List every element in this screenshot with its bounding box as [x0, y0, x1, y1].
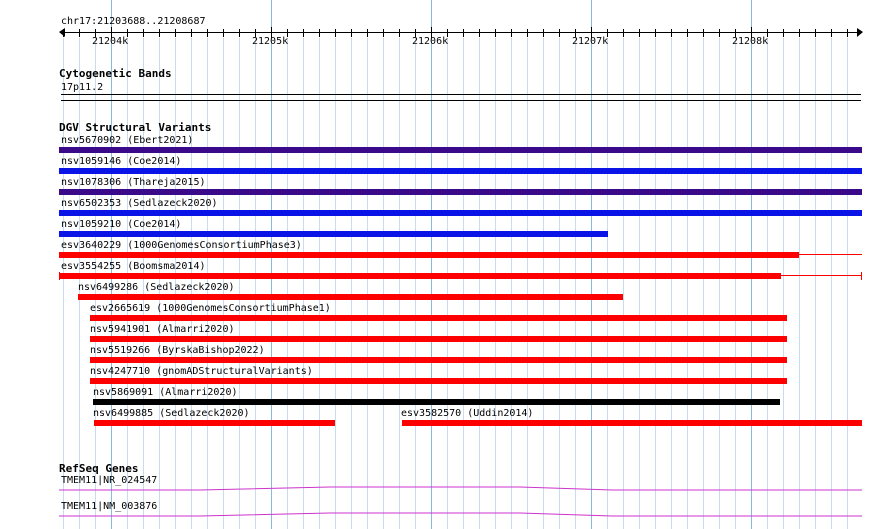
- ruler-minor-tick: [847, 29, 848, 37]
- ruler-minor-tick: [79, 29, 80, 37]
- ruler-minor-tick: [719, 29, 720, 37]
- ruler-minor-tick: [335, 29, 336, 37]
- cytoband-line-top: [61, 94, 861, 95]
- ruler-left-arrow: [59, 28, 65, 37]
- cytobands-track-title[interactable]: Cytogenetic Bands: [59, 67, 172, 80]
- variant-label-nsv1059146[interactable]: nsv1059146 (Coe2014): [61, 156, 182, 167]
- variant-bar-esv3640229[interactable]: [59, 252, 799, 258]
- variant-label-nsv5869091[interactable]: nsv5869091 (Almarri2020): [93, 387, 238, 398]
- gene-label-1[interactable]: TMEM11|NM_003876: [61, 501, 158, 512]
- gene-transcript-line[interactable]: [59, 513, 862, 516]
- ruler-minor-tick: [527, 29, 528, 37]
- ruler-minor-tick: [543, 29, 544, 37]
- ruler-minor-tick: [703, 29, 704, 37]
- gene-label-0[interactable]: TMEM11|NR_024547: [61, 475, 158, 486]
- ruler-minor-tick: [623, 29, 624, 37]
- ruler-minor-tick: [191, 29, 192, 37]
- dgv-track-title[interactable]: DGV Structural Variants: [59, 121, 212, 134]
- ruler-minor-tick: [63, 29, 64, 37]
- variant-label-nsv4247710[interactable]: nsv4247710 (gnomADStructuralVariants): [90, 366, 313, 377]
- ruler-minor-tick: [639, 29, 640, 37]
- ruler-minor-tick: [303, 29, 304, 37]
- ruler-minor-tick: [559, 29, 560, 37]
- variant-extent-cap-esv3554255: [861, 272, 862, 280]
- variant-label-nsv5670902[interactable]: nsv5670902 (Ebert2021): [61, 135, 194, 146]
- variant-label-esv2665619[interactable]: esv2665619 (1000GenomesConsortiumPhase1): [90, 303, 331, 314]
- variant-bar-nsv1059146[interactable]: [59, 168, 862, 174]
- variant-label-nsv1059210[interactable]: nsv1059210 (Coe2014): [61, 219, 182, 230]
- locus-label: chr17:21203688..21208687: [61, 16, 206, 27]
- ruler-minor-tick: [511, 29, 512, 37]
- ruler-axis: [61, 32, 861, 33]
- ruler-minor-tick: [351, 29, 352, 37]
- ruler-tick-label: 21204k: [92, 36, 129, 47]
- ruler-minor-tick: [479, 29, 480, 37]
- variant-label-nsv6499885[interactable]: nsv6499885 (Sedlazeck2020): [93, 408, 250, 419]
- variant-bar-esv2665619[interactable]: [90, 315, 787, 321]
- ruler-tick-label: 21205k: [252, 36, 289, 47]
- ruler-minor-tick: [783, 29, 784, 37]
- refseq-track-title[interactable]: RefSeq Genes: [59, 462, 139, 475]
- gene-transcript-line[interactable]: [59, 487, 862, 490]
- ruler-minor-tick: [687, 29, 688, 37]
- variant-label-esv3640229[interactable]: esv3640229 (1000GenomesConsortiumPhase3): [61, 240, 302, 251]
- ruler-minor-tick: [463, 29, 464, 37]
- ruler-tick-label: 21207k: [572, 36, 609, 47]
- ruler-minor-tick: [239, 29, 240, 37]
- variant-label-nsv6502353[interactable]: nsv6502353 (Sedlazeck2020): [61, 198, 218, 209]
- ruler-minor-tick: [399, 29, 400, 37]
- variant-bar-nsv1059210[interactable]: [59, 231, 608, 237]
- variant-label-nsv1078306[interactable]: nsv1078306 (Thareja2015): [61, 177, 206, 188]
- cytoband-line-bottom: [61, 100, 861, 101]
- ruler-minor-tick: [799, 29, 800, 37]
- ruler-minor-tick: [383, 29, 384, 37]
- ruler-minor-tick: [495, 29, 496, 37]
- ruler-tick-label: 21206k: [412, 36, 449, 47]
- variant-bar-nsv5941901[interactable]: [90, 336, 787, 342]
- ruler-minor-tick: [367, 29, 368, 37]
- variant-bar-nsv1078306[interactable]: [59, 189, 862, 195]
- ruler-minor-tick: [143, 29, 144, 37]
- ruler-minor-tick: [207, 29, 208, 37]
- variant-bar-nsv6502353[interactable]: [59, 210, 862, 216]
- variant-bar-nsv4247710[interactable]: [90, 378, 787, 384]
- variant-bar-esv3582570[interactable]: [402, 420, 862, 426]
- ruler-minor-tick: [159, 29, 160, 37]
- cytoband-label[interactable]: 17p11.2: [61, 82, 104, 93]
- ruler-minor-tick: [175, 29, 176, 37]
- ruler-minor-tick: [815, 29, 816, 37]
- variant-label-esv3554255[interactable]: esv3554255 (Boomsma2014): [61, 261, 206, 272]
- ruler-minor-tick: [319, 29, 320, 37]
- variant-bar-nsv5670902[interactable]: [59, 147, 862, 153]
- variant-bar-nsv6499286[interactable]: [78, 294, 623, 300]
- variant-bar-nsv5519266[interactable]: [90, 357, 787, 363]
- variant-label-nsv5519266[interactable]: nsv5519266 (ByrskaBishop2022): [90, 345, 265, 356]
- variant-bar-nsv5869091[interactable]: [93, 399, 780, 405]
- ruler-right-arrow: [857, 28, 863, 37]
- variant-bar-nsv6499885[interactable]: [94, 420, 335, 426]
- ruler-tick-label: 21208k: [732, 36, 769, 47]
- ruler-minor-tick: [671, 29, 672, 37]
- variant-bar-esv3554255[interactable]: [59, 273, 781, 279]
- variant-label-nsv5941901[interactable]: nsv5941901 (Almarri2020): [90, 324, 235, 335]
- ruler-minor-tick: [655, 29, 656, 37]
- ruler-minor-tick: [831, 29, 832, 37]
- variant-label-esv3582570[interactable]: esv3582570 (Uddin2014): [401, 408, 534, 419]
- variant-label-nsv6499286[interactable]: nsv6499286 (Sedlazeck2020): [78, 282, 235, 293]
- ruler-minor-tick: [223, 29, 224, 37]
